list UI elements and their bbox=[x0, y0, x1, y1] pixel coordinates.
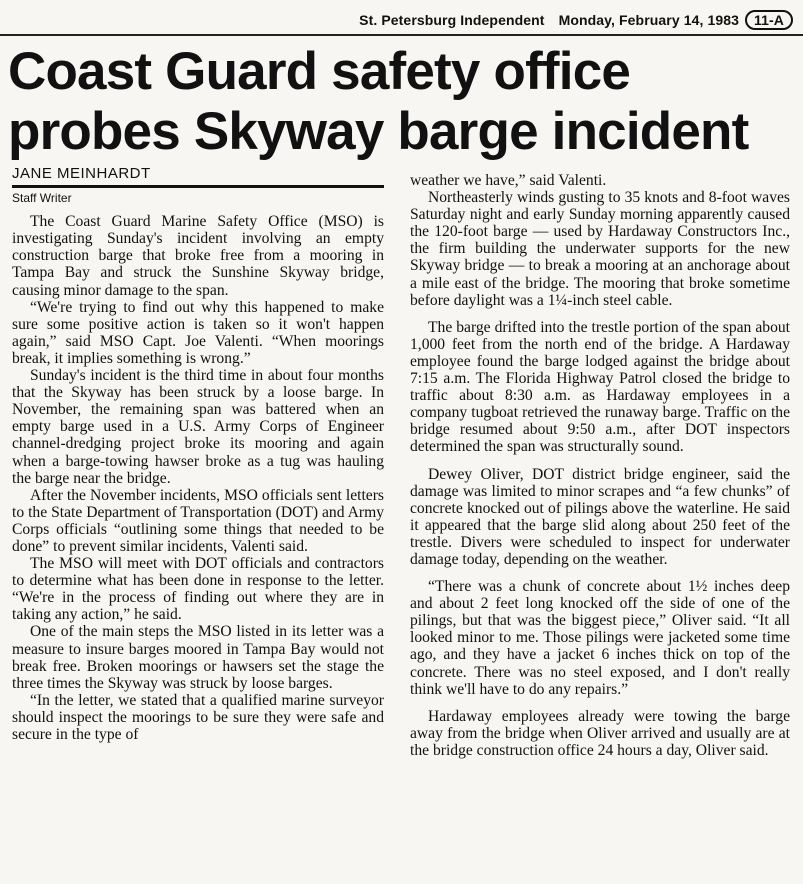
page-number-badge: 11-A bbox=[745, 10, 793, 30]
paragraph: weather we have,” said Valenti. bbox=[410, 172, 607, 189]
article-column-2 bbox=[410, 172, 790, 759]
paragraph: One of the main steps the MSO listed in its letter was a measure to insure barges moored in Tampa Bay would not break free. Broken moorings or hawsers set the stage the three times the Skyway was struck by loose barges. bbox=[12, 623, 384, 692]
article-column-1 bbox=[12, 165, 384, 743]
byline-rule bbox=[12, 185, 384, 188]
publication-name: St. Petersburg Independent bbox=[359, 12, 545, 28]
paragraph: The Coast Guard Marine Safety Office (MSO) is investigating Sunday's incident involving an empty construction barge that broke free from a mooring in Tampa Bay and struck the Sunshine Skyway bridge, causing minor damage to the span. bbox=[12, 213, 384, 299]
staff-label: Staff Writer bbox=[12, 191, 72, 206]
paragraph: Dewey Oliver, DOT district bridge engineer, said the damage was limited to minor scrapes and “a few chunks” of concrete knocked out of pilings above the waterline. He said it appeared that the barge slid along about 250 feet of the trestle. Divers were scheduled to inspect for underwater damage today, depending on the weather. bbox=[410, 465, 790, 568]
paragraph: “There was a chunk of concrete about 1½ inches deep and about 2 feet long knocked off the side of one of the pilings, but that was the biggest piece,” Oliver said. “It all looked minor to me. Those pilings were jacketed some time ago, and they have a jacket 6 inches thick on top of the concrete. There was no steel exposed, and I don't really think we'll have to do any repairs.” bbox=[410, 578, 790, 698]
byline: JANE MEINHARDT bbox=[12, 165, 151, 182]
paragraph: The MSO will meet with DOT officials and contractors to determine what has been done in response to the letter. “We're in the process of finding out where they are in taking any action,” he said. bbox=[12, 555, 384, 624]
headline: Coast Guard safety office probes Skyway barge incident bbox=[8, 42, 749, 161]
paragraph: “We're trying to find out why this happened to make sure some positive action is taken so it won't happen again,” said MSO Capt. Joe Valenti. “When moorings break, it implies something is wrong.” bbox=[12, 298, 384, 367]
masthead-rule bbox=[0, 34, 803, 36]
paragraph: The barge drifted into the trestle portion of the span about 1,000 feet from the north end of the bridge. A Hardaway employee found the barge lodged against the bridge about 7:15 a.m. The Florida Highway Patrol closed the bridge to traffic about 8:30 a.m. as Hardaway employees in a company tugboat retrieved the runaway barge. Traffic on the bridge resumed about 9:50 a.m., after DOT inspectors determined the span was structurally sound. bbox=[410, 318, 790, 456]
masthead bbox=[300, 10, 793, 30]
paragraph: “In the letter, we stated that a qualified marine surveyor should inspect the moorings to be sure they were safe and secure in the type of bbox=[12, 691, 384, 743]
paragraph: After the November incidents, MSO officials sent letters to the State Department of Transportation (DOT) and Army Corps officials “outlining some things that needed to be done” to prevent similar incidents, Valenti said. bbox=[12, 486, 384, 555]
paragraph: Sunday's incident is the third time in about four months that the Skyway has been struck by a loose barge. In November, the remaining span was battered when an empty barge used in a U.S. Army Corps of Engineer channel-dredging project broke its mooring and again when a barge-towing hawser broke as a tug was hauling the barge near the bridge. bbox=[12, 367, 384, 487]
paragraph: Hardaway employees already were towing the barge away from the bridge when Oliver arrived and usually are at the bridge construction office 24 hours a day, Oliver said. bbox=[410, 707, 790, 759]
publication-date: Monday, February 14, 1983 bbox=[558, 12, 740, 28]
paragraph: Northeasterly winds gusting to 35 knots and 8-foot waves Saturday night and early Sunday morning apparently caused the 120-foot barge — used by Hardaway Constructors Inc., the firm building the underwater supports for the new Skyway bridge — to break a mooring at an anchorage about a mile east of the bridge. The mooring that broke sometime before daylight was a 1¼-inch steel cable. bbox=[410, 189, 790, 309]
